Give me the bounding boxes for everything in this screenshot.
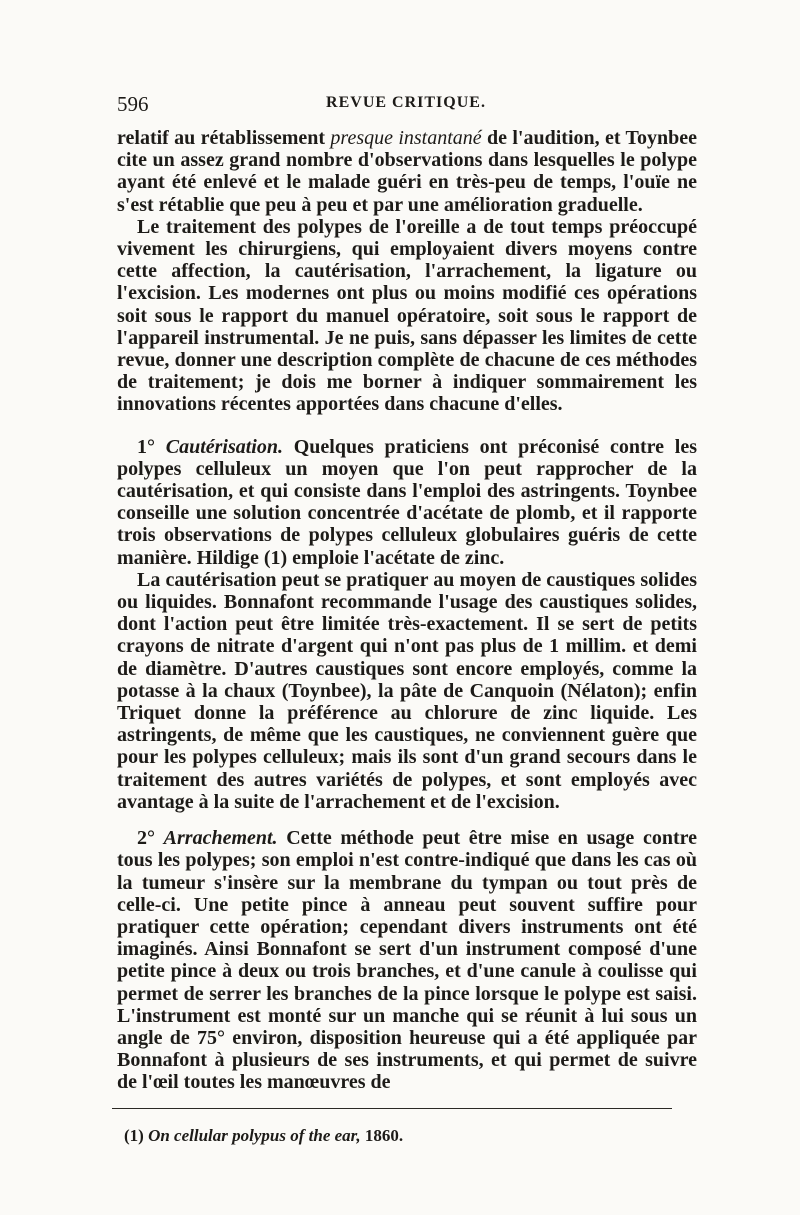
footnote-rule (112, 1108, 672, 1109)
paragraph-caustics: La cautérisation peut se pratiquer au moyen de caustiques solides ou liquides. Bonnafont recommande l'usage des caustiques solides, dont l'action peut être limitée très-exactement. Il se sert de petits crayons de nitrate d'argent qui n'ont pas plus de 1 millim. et demi de diamètre. D'autres caustiques sont encore employés, comme la potasse à la chaux (Toynbee), la pâte de Canquoin (Nélaton); enfin Triquet donne la préférence au chlorure de zinc liquide. Les astringents, de même que les caustiques, ne conviennent guère que pour les polypes celluleux; mais ils sont d'un grand secours dans le traitement des autres variétés de polypes, et sont employés avec avantage à la suite de l'arrachement et de l'excision. (117, 568, 697, 813)
paragraph-continuation: relatif au rétablissement presque instantané de l'audition, et Toynbee cite un assez grand nombre d'observations dans lesquelles le polype ayant été enlevé et le malade guéri en très-peu de temps, l'ouïe ne s'est rétablie que peu à peu et par une amélioration graduelle. (117, 127, 697, 216)
footnote-title: On cellular polypus of the ear, (148, 1126, 361, 1145)
section-cauterisation: 1° Cautérisation. Quelques praticiens ont préconisé contre les polypes celluleux un moyen que l'on peut rapprocher de la cautérisation, et qui consiste dans l'emploi des astringents. Toynbee conseille une solution concentrée d'acétate de plomb, et il rapporte trois observations de polypes celluleux globulaires guéris de cette manière. Hildige (1) emploie l'acétate de zinc. (117, 435, 697, 569)
section-arrachement: 2° Arrachement. Cette méthode peut être mise en usage contre tous les polypes; son emploi n'est contre-indiqué que dans les cas où la tumeur s'insère sur la membrane du tympan ou tout près de celle-ci. Une petite pince à anneau peut souvent suffire pour pratiquer cette opération; cependant divers instruments ont été imaginés. Ainsi Bonnafont se sert d'un instrument composé d'une petite pince à deux ou trois branches, et d'une canule à coulisse qui permet de serrer les branches de la pince lorsque le polype est saisi. L'instrument est monté sur un manche qui se réunit à lui sous un angle de 75° environ, disposition heureuse qui a été appliquée par Bonnafont à plusieurs de ses instruments, et qui permet de suivre de l'œil toutes les manœuvres de (117, 827, 698, 1094)
footnote-year: 1860. (364, 1126, 404, 1145)
section-title-arrachement: Arrachement. (163, 827, 278, 850)
page-header (117, 92, 695, 118)
section-number: 1° (137, 435, 155, 458)
emphasis-text: presque instantané (330, 127, 482, 149)
section-number: 2° (137, 827, 155, 850)
section-title-cauterisation: Cautérisation. (165, 435, 283, 458)
paragraph-treatment-intro: Le traitement des polypes de l'oreille a de tout temps préoccupé vivement les chirurgiens, qui employaient divers moyens contre cette affection, la cautérisation, l'arrachement, la ligature ou l'excision. Les modernes ont plus ou moins modifié ces opérations soit sous le rapport du manuel opératoire, soit sous le rapport de l'appareil instrumental. Je ne puis, sans dépasser les limites de cette revue, donner une description complète de chacune de ces méthodes de traitement; je dois me borner à indiquer sommairement les innovations récentes apportées dans chacune d'elles. (117, 215, 697, 416)
footnote-marker: (1) (124, 1126, 144, 1145)
footnote (124, 1126, 664, 1146)
page-number: 596 (117, 92, 149, 116)
running-title: REVUE CRITIQUE. (326, 94, 486, 111)
body-text (117, 127, 697, 1094)
